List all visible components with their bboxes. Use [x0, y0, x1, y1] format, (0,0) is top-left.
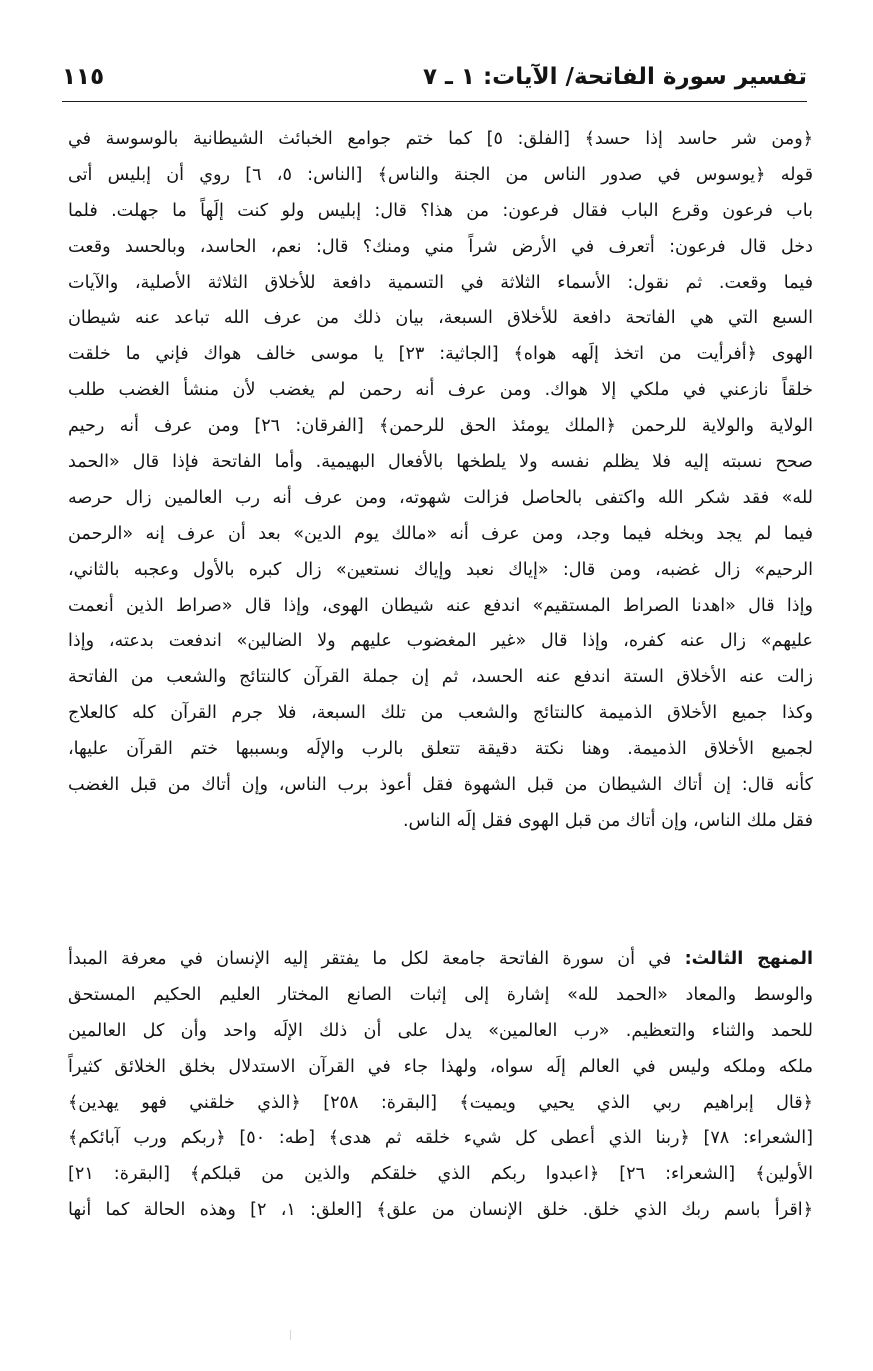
running-header	[62, 58, 807, 100]
text-line: عليهم» زال عنه كفره، وإذا قال «غير المغضوب عليهم ولا الضالين» اندفعت بدعته، وإذا	[68, 631, 813, 652]
paragraph-third-method	[68, 942, 813, 1229]
text-line: للحمد والثناء والتعظيم. «رب العالمين» يدل على أن ذلك الإلَه واحد وأن كل العالمين	[68, 1020, 813, 1041]
text-line: الهوى ﴿أفرأيت من اتخذ إلَهه هواه﴾ [الجاثية: ٢٣] يا موسى خالف هواك فإني ما خلقت	[68, 344, 813, 365]
text-line: فقل ملك الناس، وإن أتاك من قبل الهوى فقل إلَه الناس.	[402, 810, 813, 831]
text-line: ﴿اقرأ باسم ربك الذي خلق. خلق الإنسان من علق﴾ [العلق: ١، ٢] وهذه الحالة كما أنها	[68, 1200, 813, 1221]
scan-mark	[290, 1330, 291, 1340]
page-number: ١١٥	[62, 64, 105, 90]
text-line: زالت عنه الأخلاق الستة اندفع عنه الحسد، ثم إن جملة القرآن كالنتائج والشعب من الفاتحة	[68, 667, 813, 688]
text-line: الأولين﴾ [الشعراء: ٢٦] ﴿اعبدوا ربكم الذي خلقكم والذين من قبلكم﴾ [البقرة: ٢١]	[68, 1164, 813, 1185]
header-divider	[62, 101, 807, 102]
text-line: باب فرعون وقرع الباب فقال فرعون: من هذا؟ قال: إبليس ولو كنت إلَهاً ما جهلت. فلما	[68, 200, 813, 221]
text-line: الولاية والولاية للرحمن ﴿الملك يومئذ الحق للرحمن﴾ [الفرقان: ٢٦] ومن عرف أنه رحيم	[68, 416, 813, 437]
text-line: فيما وقعت. ثم نقول: الأسماء الثلاثة في التسمية دافعة للأخلاق الثلاثة الأصلية، والآيات	[68, 272, 813, 293]
chapter-title: تفسير سورة الفاتحة/ الآيات: ١ ـ ٧	[422, 64, 807, 90]
text-line: فيما لم يجد وبخله فيما وجد، ومن عرف أنه «مالك يوم الدين» بعد أن عرف إنه «الرحمن	[68, 523, 813, 544]
text-line: قوله ﴿يوسوس في صدور الناس من الجنة والناس﴾ [الناس: ٥، ٦] روي أن إبليس أتى	[68, 164, 813, 185]
paragraph-envy-and-seven-verses	[68, 122, 813, 840]
text-line: ﴿ومن شر حاسد إذا حسد﴾ [الفلق: ٥] كما ختم جوامع الخبائث الشيطانية بالوسوسة في	[68, 129, 813, 149]
text-line	[68, 942, 813, 978]
text-line: وكذا جميع الأخلاق الذميمة كالنتائج والشعب من تلك السبعة، فلا جرم القرآن كله كالعلاج	[68, 703, 813, 724]
text-line: والوسط والمعاد «الحمد لله» إشارة إلى إثبات الصانع المختار العليم الحكيم المستحق	[68, 984, 813, 1005]
text-line: السبع التي هي الفاتحة دافعة للأخلاق السبعة، بيان ذلك من عرف الله تباعد عنه شيطان	[68, 308, 813, 329]
text-line: وإذا قال «اهدنا الصراط المستقيم» اندفع عنه شيطان الهوى، وإذا قال «صراط الذين أنعمت	[68, 595, 813, 616]
text-line-rest: في أن سورة الفاتحة جامعة لكل ما يفتقر إليه الإنسان في معرفة المبدأ	[68, 949, 685, 969]
text-line: ﴿قال إبراهيم ربي الذي يحيي ويميت﴾ [البقرة: ٢٥٨] ﴿الذي خلقني فهو يهدين﴾	[68, 1092, 813, 1113]
text-line: [الشعراء: ٧٨] ﴿ربنا الذي أعطى كل شيء خلقه ثم هدى﴾ [طه: ٥٠] ﴿ربكم ورب آبائكم﴾	[68, 1128, 813, 1149]
text-line: ملكه وملكه وليس في العالم إلَه سواه، ولهذا جاء في القرآن الاستدلال بخلق الخلائق كثيراً	[68, 1056, 813, 1077]
section-lead: المنهج الثالث:	[684, 949, 813, 969]
text-line: الرحيم» زال غضبه، ومن قال: «إياك نعبد وإياك نستعين» زال كبره بالأول وعجبه بالثاني،	[68, 559, 813, 580]
text-line: خلقاً نازعني في ملكي إلا هواك. ومن عرف أنه رحمن لم يغضب لأن منشأ الغضب طلب	[68, 380, 813, 401]
text-line: كأنه قال: إن أتاك الشيطان من قبل الشهوة فقل أعوذ برب الناس، وإن أتاك من قبل الغضب	[68, 775, 813, 796]
text-line: لجميع الأخلاق الذميمة. وهنا نكتة دقيقة تتعلق بالرب والإلَه وبسببها ختم القرآن عليها،	[68, 739, 813, 760]
text-line: لله» فقد شكر الله واكتفى بالحاصل فزالت شهوته، ومن عرف أنه رب العالمين زال حرصه	[68, 487, 813, 508]
text-line: دخل قال فرعون: أتعرف في الأرض شراً مني ومنك؟ قال: نعم، الحاسد، وبالحسد وقعت	[68, 236, 813, 257]
text-line: صحح نسبته إليه فلا يظلم نفسه ولا يلطخها بالأفعال البهيمية. وأما الفاتحة فإذا قال «الحمد	[68, 452, 813, 473]
